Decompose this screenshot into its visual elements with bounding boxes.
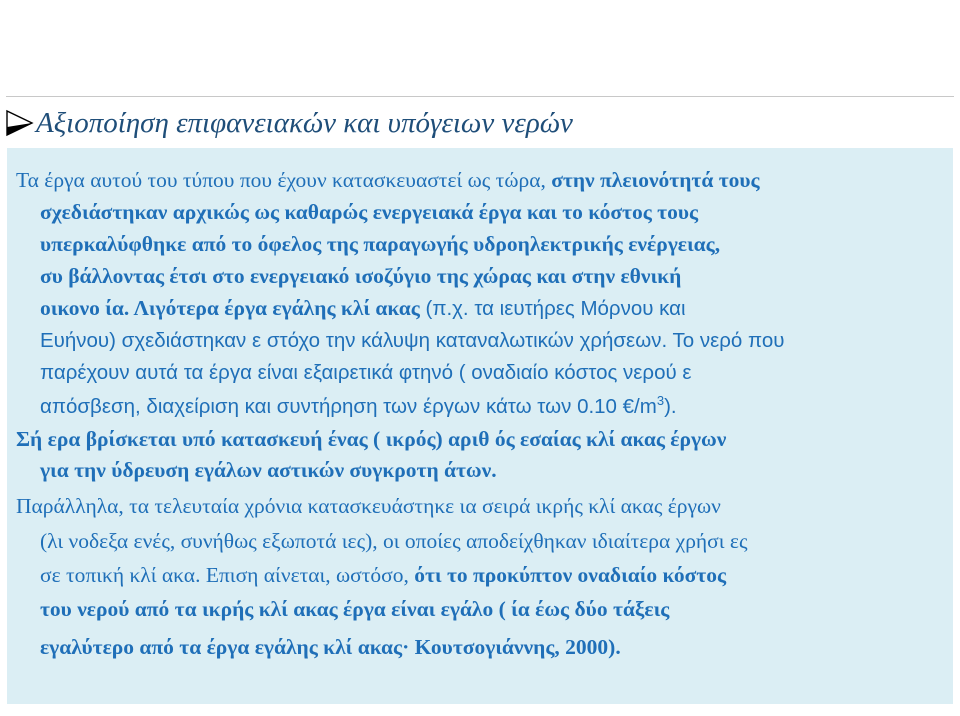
paragraph-line: Τα έργα αυτού του τύπου που έχουν κατασκευαστεί ως τώρα, στην πλειονότητά τους: [16, 168, 760, 192]
paragraph-line: Παράλληλα, τα τελευταία χρόνια κατασκευάστηκε ια σειρά ικρής κλί ακας έργων: [16, 494, 721, 518]
paragraph-line: συ βάλλοντας έτσι στο ενεργειακό ισοζύγιο της χώρας και στην εθνική: [40, 264, 682, 288]
divider: [6, 96, 954, 97]
title-row: [4, 99, 573, 147]
paragraph-line: εγαλύτερο από τα έργα εγάλης κλί ακας· Κουτσογιάννης, 2000).: [40, 635, 621, 659]
paragraph-line: για την ύδρευση εγάλων αστικών συγκροτη άτων.: [40, 458, 497, 482]
paragraph-line: του νερού από τα ικρής κλί ακας έργα είναι εγάλο ( ία έως δύο τάξεις: [40, 597, 670, 621]
paragraph-line: παρέχουν αυτά τα έργα είναι εξαιρετικά φτηνό ( οναδιαίο κόστος νερού ε: [40, 361, 692, 384]
paragraph-line: Ευήνου) σχεδιάστηκαν ε στόχο την κάλυψη καταναλωτικών χρήσεων. Το νερό που: [40, 329, 785, 352]
paragraph-line: οικονο ία. Λιγότερα έργα εγάλης κλί ακας (π.χ. τα ιευτήρες Μόρνου και: [40, 296, 686, 320]
paragraph-line: Σή ερα βρίσκεται υπό κατασκευή ένας ( ικρός) αριθ ός εσαίας κλί ακας έργων: [16, 427, 727, 451]
paragraph-line: υπερκαλύφθηκε από το όφελος της παραγωγής υδροηλεκτρικής ενέργειας,: [40, 232, 721, 256]
paragraph-line: (λι νοδεξα ενές, συνήθως εξωποτά ιες), οι οποίες αποδείχθηκαν ιδιαίτερα χρήσι ες: [40, 529, 748, 553]
page-title: Αξιοποίηση επιφανειακών και υπόγειων νερών: [36, 106, 573, 139]
arrow-bullet-icon: [4, 107, 36, 139]
paragraph-line: σχεδιάστηκαν αρχικώς ως καθαρώς ενεργειακά έργα και το κόστος τους: [40, 200, 699, 224]
paragraph-line: απόσβεση, διαχείριση και συντήρηση των έργων κάτω των 0.10 $€/m^3$).: [40, 393, 677, 419]
paragraph-line: σε τοπική κλί ακα. Επιση αίνεται, ωστόσο, ότι το προκύπτον οναδιαίο κόστος: [40, 563, 727, 587]
